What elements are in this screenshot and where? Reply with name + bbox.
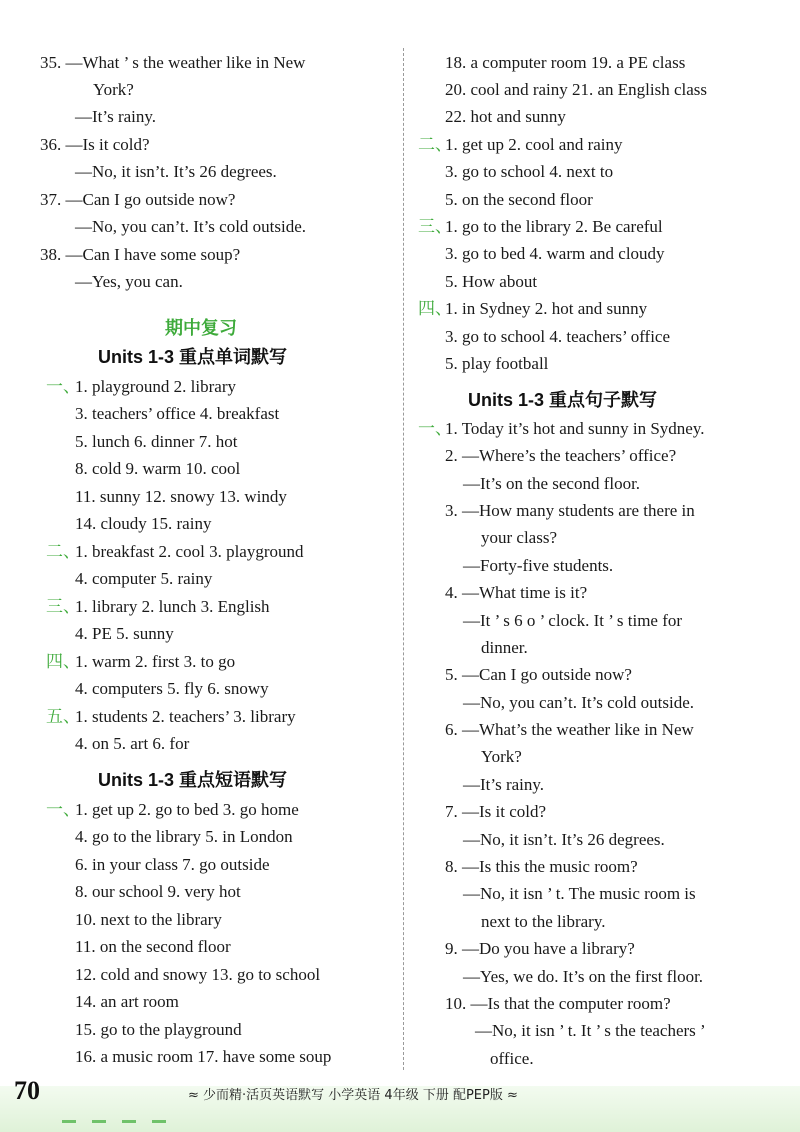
section-marker: 二、: [46, 542, 80, 561]
section-marker: 一、: [418, 419, 452, 438]
section-title: 期中复习: [165, 318, 237, 338]
answer-line: 1. playground 2. library: [75, 377, 236, 396]
answer-line: 11. on the second floor: [75, 937, 231, 956]
answer-line: —No, it isn ’ t. The music room is: [463, 884, 696, 903]
section-marker: 四、: [46, 652, 80, 671]
answer-line: your class?: [481, 528, 558, 547]
answer-line: 18. a computer room 19. a PE class: [445, 53, 686, 72]
answer-line: —No, it isn ’ t. It ’ s the teachers ’: [475, 1021, 706, 1040]
answer-line: 9. —Do you have a library?: [445, 939, 635, 958]
answer-line: 6. —What’s the weather like in New: [445, 720, 694, 739]
answer-line: —Yes, we do. It’s on the first floor.: [463, 967, 704, 986]
footer-dash: [62, 1120, 76, 1123]
answer-line: 10. —Is that the computer room?: [445, 994, 671, 1013]
answer-line: 1. library 2. lunch 3. English: [75, 597, 270, 616]
answer-line: 5. lunch 6. dinner 7. hot: [75, 432, 238, 451]
answer-line: dinner.: [481, 638, 528, 657]
answer-line: 4. computers 5. fly 6. snowy: [75, 679, 269, 698]
answer-line: —No, you can’t. It’s cold outside.: [75, 217, 307, 236]
answer-line: 8. cold 9. warm 10. cool: [75, 459, 241, 478]
section-marker: 四、: [418, 299, 452, 318]
answer-line: 12. cold and snowy 13. go to school: [75, 965, 321, 984]
answer-line: 5. play football: [445, 354, 549, 373]
answer-line: office.: [490, 1049, 534, 1068]
answer-line: 4. computer 5. rainy: [75, 569, 213, 588]
answer-line: 1. go to the library 2. Be careful: [445, 217, 663, 236]
answer-line: 5. on the second floor: [445, 190, 593, 209]
answer-line: 15. go to the playground: [75, 1020, 242, 1039]
answer-line: —No, you can’t. It’s cold outside.: [463, 693, 695, 712]
footer-text: ≈ 少而精·活页英语默写 小学英语 4年级 下册 配PEP版 ≈: [188, 1088, 518, 1103]
column-divider: [403, 48, 404, 1070]
answer-line: 1. get up 2. go to bed 3. go home: [75, 800, 299, 819]
answer-line: 6. in your class 7. go outside: [75, 855, 270, 874]
answer-line: 22. hot and sunny: [445, 107, 566, 126]
page-number: 70: [14, 1076, 40, 1105]
answer-line: 3. teachers’ office 4. breakfast: [75, 404, 280, 423]
footer-dash: [152, 1120, 166, 1123]
answer-line: —It’s rainy.: [75, 107, 157, 126]
answer-line: —It’s rainy.: [463, 775, 545, 794]
answer-line: 1. warm 2. first 3. to go: [75, 652, 236, 671]
answer-line: 4. —What time is it?: [445, 583, 588, 602]
answer-line: 3. —How many students are there in: [445, 501, 695, 520]
answer-line: —No, it isn’t. It’s 26 degrees.: [463, 830, 665, 849]
answer-line: —Yes, you can.: [75, 272, 183, 291]
answer-line: 5. —Can I go outside now?: [445, 665, 632, 684]
answer-line: 1. students 2. teachers’ 3. library: [75, 707, 296, 726]
answer-line: 3. go to school 4. teachers’ office: [445, 327, 671, 346]
footer-dash: [122, 1120, 136, 1123]
answer-line: 1. breakfast 2. cool 3. playground: [75, 542, 304, 561]
answer-line: next to the library.: [481, 912, 606, 931]
section-title: Units 1-3 重点单词默写: [98, 347, 288, 367]
answer-line: —It ’ s 6 o ’ clock. It ’ s time for: [463, 611, 683, 630]
answer-line: 4. on 5. art 6. for: [75, 734, 190, 753]
answer-line: 35. —What ’ s the weather like in New: [40, 53, 306, 72]
answer-line: —No, it isn’t. It’s 26 degrees.: [75, 162, 277, 181]
answer-line: 4. PE 5. sunny: [75, 624, 174, 643]
section-marker: 三、: [418, 217, 452, 236]
answer-line: 5. How about: [445, 272, 538, 291]
answer-line: 3. go to school 4. next to: [445, 162, 614, 181]
section-marker: 三、: [46, 597, 80, 616]
answer-line: 14. cloudy 15. rainy: [75, 514, 212, 533]
section-marker: 一、: [46, 377, 80, 396]
section-marker: 二、: [418, 135, 452, 154]
section-marker: 一、: [46, 800, 80, 819]
answer-line: 2. —Where’s the teachers’ office?: [445, 446, 677, 465]
answer-line: 7. —Is it cold?: [445, 802, 547, 821]
answer-line: 36. —Is it cold?: [40, 135, 150, 154]
answer-line: 10. next to the library: [75, 910, 222, 929]
answer-line: —Forty-five students.: [463, 556, 614, 575]
footer-dash: [92, 1120, 106, 1123]
section-title: Units 1-3 重点句子默写: [468, 390, 658, 410]
section-marker: 五、: [46, 707, 80, 726]
answer-line: York?: [93, 80, 134, 99]
answer-line: 11. sunny 12. snowy 13. windy: [75, 487, 287, 506]
answer-line: 16. a music room 17. have some soup: [75, 1047, 332, 1066]
answer-line: 1. in Sydney 2. hot and sunny: [445, 299, 648, 318]
answer-line: —It’s on the second floor.: [463, 474, 641, 493]
answer-line: York?: [481, 747, 522, 766]
answer-line: 4. go to the library 5. in London: [75, 827, 293, 846]
answer-line: 20. cool and rainy 21. an English class: [445, 80, 708, 99]
answer-line: 1. Today it’s hot and sunny in Sydney.: [445, 419, 705, 438]
section-title: Units 1-3 重点短语默写: [98, 770, 288, 790]
answer-line: 3. go to bed 4. warm and cloudy: [445, 244, 665, 263]
answer-line: 38. —Can I have some soup?: [40, 245, 241, 264]
answer-line: 14. an art room: [75, 992, 179, 1011]
answer-line: 1. get up 2. cool and rainy: [445, 135, 623, 154]
answer-line: 8. our school 9. very hot: [75, 882, 241, 901]
answer-line: 37. —Can I go outside now?: [40, 190, 236, 209]
answer-line: 8. —Is this the music room?: [445, 857, 638, 876]
